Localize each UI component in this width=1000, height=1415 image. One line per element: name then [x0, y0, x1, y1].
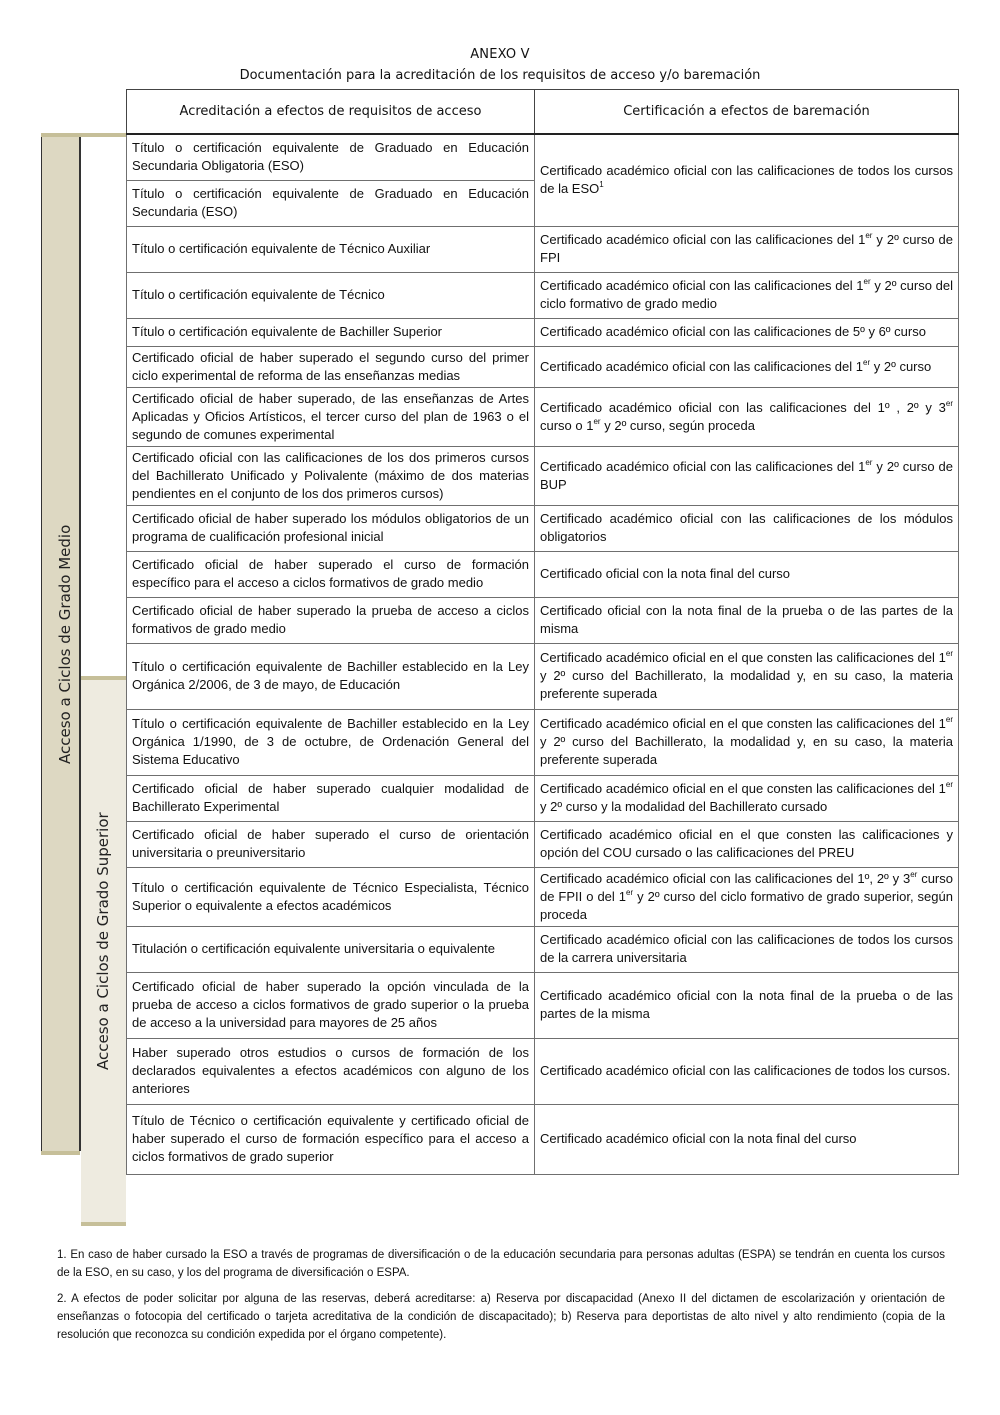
- access-cell: Título o certificación equivalente de Bachiller Superior: [127, 318, 535, 346]
- access-cell: Título o certificación equivalente de Técnico Especialista, Técnico Superior o equivalente a efectos académicos: [127, 867, 535, 926]
- access-cell: Titulación o certificación equivalente universitaria o equivalente: [127, 926, 535, 972]
- ordinal-superscript: er: [865, 231, 873, 240]
- access-cell: Título o certificación equivalente de Técnico Auxiliar: [127, 226, 535, 272]
- cert-cell: [535, 226, 959, 272]
- cert-cell: [535, 972, 959, 1038]
- cert-cell: [535, 346, 959, 387]
- table-row: [127, 134, 959, 180]
- access-cell: Certificado oficial de haber superado el segundo curso del primer ciclo experimental de reforma de las enseñanzas medias: [127, 346, 535, 387]
- cert-text: Certificado oficial con la nota final de la prueba o de las partes de la misma: [540, 603, 953, 636]
- cert-cell: [535, 1104, 959, 1174]
- access-cell: Certificado oficial de haber superado, de las enseñanzas de Artes Aplicadas y Oficios Artísticos, el tercer curso del plan de 1963 o el segundo de comunes experimental: [127, 387, 535, 446]
- cert-text: Certificado académico oficial con las calificaciones del 1: [540, 458, 866, 474]
- cert-text: Certificado académico oficial en el que consten las calificaciones del 1: [540, 781, 946, 796]
- cert-text: y 2º curso de BUP: [540, 458, 953, 492]
- cert-text: Certificado académico oficial con las calificaciones del 1: [540, 232, 866, 247]
- cert-text: y 2º curso del Bachillerato, la modalidad y, en su caso, la materia preferente superada: [540, 734, 953, 767]
- access-cell: Título o certificación equivalente de Bachiller establecido en la Ley Orgánica 1/1990, de 3 de octubre, de Ordenación General del Sistema Educativo: [127, 709, 535, 775]
- ordinal-superscript: er: [626, 887, 634, 897]
- band-accent-top: [41, 133, 127, 137]
- cert-text: Certificado académico oficial en el que consten las calificaciones del 1: [540, 716, 946, 731]
- footnote-2: 2. A efectos de poder solicitar por alguna de las reservas, deberá acreditarse: a) Reserva por discapacidad (Anexo II del dictamen de escolarización y orientación de enseñanzas o fotocopia del certificado o tarjeta acreditativa de la condición de discapacitado); b) Reserva para deportistas de alto nivel y alto rendimiento (copia de la resolución que reconozca su condición expedida por el órgano competente).: [57, 1293, 945, 1341]
- access-cell: Título o certificación equivalente de Técnico: [127, 272, 535, 318]
- cert-text: y 2º curso del ciclo formativo de grado superior, según proceda: [540, 888, 953, 922]
- cert-text: Certificado académico oficial con las calificaciones del 1º , 2º y 3: [540, 399, 946, 415]
- cert-cell: [535, 134, 959, 226]
- ordinal-superscript: er: [863, 277, 871, 286]
- cert-cell: [535, 775, 959, 821]
- group-label-grado-superior: Acceso a Ciclos de Grado Superior: [94, 812, 112, 1070]
- header-certification: Certificación a efectos de baremación: [535, 90, 959, 135]
- band-accent-bottom: [41, 1151, 80, 1155]
- access-cell: Certificado oficial de haber superado el curso de orientación universitaria o preuniversitario: [127, 821, 535, 867]
- cert-text: Certificado académico oficial con las calificaciones del 1º, 2º y 3: [540, 870, 911, 886]
- cert-text: Certificado académico oficial con las calificaciones de todos los cursos de la carrera universitaria: [540, 932, 953, 965]
- cert-text: Certificado académico oficial con la nota final del curso: [540, 1131, 857, 1146]
- cert-text: Certificado académico oficial con las calificaciones de todos los cursos de la ESO: [540, 163, 953, 197]
- cert-cell: [535, 446, 959, 505]
- ordinal-superscript: er: [593, 416, 601, 426]
- cert-cell: [535, 926, 959, 972]
- cert-text: y 2º curso del Bachillerato, la modalidad y, en su caso, la materia preferente superada: [540, 668, 953, 701]
- table-row: [127, 867, 959, 926]
- cert-cell: [535, 597, 959, 643]
- cert-text: Certificado oficial con la nota final del curso: [540, 566, 791, 581]
- cert-text: Certificado académico oficial en el que consten las calificaciones y opción del COU cursado o las calificaciones del PREU: [540, 827, 953, 860]
- cert-text: y 2º curso: [870, 358, 932, 374]
- table-row: [127, 272, 959, 318]
- table-row: [127, 1104, 959, 1174]
- cert-text: y 2º curso y la modalidad del Bachillerato cursado: [540, 799, 828, 814]
- cert-cell: [535, 1038, 959, 1104]
- table-row: [127, 387, 959, 446]
- cert-text: Certificado académico oficial con las calificaciones del 1: [540, 358, 863, 374]
- access-cell: Haber superado otros estudios o cursos de formación de los declarados equivalentes a efectos académicos con alguno de los anteriores: [127, 1038, 535, 1104]
- ordinal-superscript: er: [945, 398, 953, 408]
- access-cell: Certificado oficial de haber superado cualquier modalidad de Bachillerato Experimental: [127, 775, 535, 821]
- cert-text: y 2º curso de FPI: [540, 232, 953, 265]
- access-cell: Certificado oficial de haber superado los módulos obligatorios de un programa de cualificación profesional inicial: [127, 505, 535, 551]
- cert-cell: [535, 272, 959, 318]
- ordinal-superscript: er: [945, 649, 953, 658]
- cert-text: curso de FPII o del 1: [540, 870, 953, 904]
- cert-cell: [535, 505, 959, 551]
- cert-cell: [535, 709, 959, 775]
- group-label-grado-medio: Acceso a Ciclos de Grado Medio: [56, 524, 74, 764]
- ordinal-superscript: er: [945, 715, 953, 724]
- table-row: [127, 505, 959, 551]
- table-header-row: [127, 90, 959, 135]
- cert-text: Certificado académico oficial con las calificaciones de 5º y 6º curso: [540, 324, 926, 339]
- table-row: [127, 226, 959, 272]
- requirements-table: [126, 89, 959, 1175]
- annex-title: ANEXO V: [470, 47, 530, 62]
- cert-cell: [535, 318, 959, 346]
- document-subtitle: Documentación para la acreditación de los requisitos de acceso y/o baremación: [239, 68, 761, 83]
- table-row: [127, 1038, 959, 1104]
- footnote-ref: 1: [599, 180, 604, 190]
- access-cell: Título o certificación equivalente de Bachiller establecido en la Ley Orgánica 2/2006, de 3 de mayo, de Educación: [127, 643, 535, 709]
- cert-text: y 2º curso del ciclo formativo de grado medio: [540, 278, 953, 311]
- table-row: [127, 775, 959, 821]
- access-cell: Certificado oficial de haber superado la prueba de acceso a ciclos formativos de grado medio: [127, 597, 535, 643]
- table-row: [127, 643, 959, 709]
- band-inner-accent-top: [81, 676, 127, 680]
- cert-cell: [535, 551, 959, 597]
- table-body: [127, 134, 959, 1174]
- cert-text: y 2º curso, según proceda: [600, 417, 755, 433]
- access-cell: Título o certificación equivalente de Graduado en Educación Secundaria (ESO): [127, 180, 535, 226]
- table-row: [127, 821, 959, 867]
- access-cell: Título de Técnico o certificación equivalente y certificado oficial de haber superado el curso de formación específico para el acceso a ciclos formativos de grado superior: [127, 1104, 535, 1174]
- access-cell: Certificado oficial de haber superado la opción vinculada de la prueba de acceso a ciclos formativos de grado superior o la prueba de acceso a la universidad para mayores de 25 años: [127, 972, 535, 1038]
- ordinal-superscript: er: [863, 357, 871, 367]
- table-row: [127, 709, 959, 775]
- cert-text: Certificado académico oficial con las calificaciones del 1: [540, 278, 864, 293]
- table-row: [127, 597, 959, 643]
- access-cell: Certificado oficial de haber superado el curso de formación específico para el acceso a ciclos formativos de grado medio: [127, 551, 535, 597]
- table-row: [127, 926, 959, 972]
- table-row: [127, 446, 959, 505]
- table-row: [127, 551, 959, 597]
- ordinal-superscript: er: [865, 457, 873, 467]
- cert-text: Certificado académico oficial con la nota final de la prueba o de las partes de la misma: [540, 988, 953, 1021]
- access-cell: Título o certificación equivalente de Graduado en Educación Secundaria Obligatoria (ESO): [127, 134, 535, 180]
- cert-cell: [535, 643, 959, 709]
- ordinal-superscript: er: [910, 869, 918, 879]
- cert-text: Certificado académico oficial en el que consten las calificaciones del 1: [540, 650, 946, 665]
- cert-text: Certificado académico oficial con las calificaciones de los módulos obligatorios: [540, 511, 953, 544]
- table-row: [127, 346, 959, 387]
- cert-cell: [535, 821, 959, 867]
- footnote-1: 1. En caso de haber cursado la ESO a través de programas de diversificación o de la educación secundaria para personas adultas (ESPA) se tendrán en cuenta los cursos de la ESO, en su caso, y los del programa de diversificación o ESPA.: [57, 1249, 945, 1279]
- cert-text: Certificado académico oficial con las calificaciones de todos los cursos.: [540, 1063, 951, 1078]
- ordinal-superscript: er: [945, 780, 953, 789]
- cert-text: curso o 1: [540, 417, 594, 433]
- table-row: [127, 972, 959, 1038]
- table-row: [127, 318, 959, 346]
- band-inner-accent-bottom: [81, 1222, 126, 1226]
- header-access: Acreditación a efectos de requisitos de acceso: [127, 90, 535, 135]
- access-cell: Certificado oficial con las calificaciones de los dos primeros cursos del Bachillerato Unificado y Polivalente (máximo de dos materias pendientes en el conjunto de los dos primeros cursos): [127, 446, 535, 505]
- cert-cell: [535, 867, 959, 926]
- cert-cell: [535, 387, 959, 446]
